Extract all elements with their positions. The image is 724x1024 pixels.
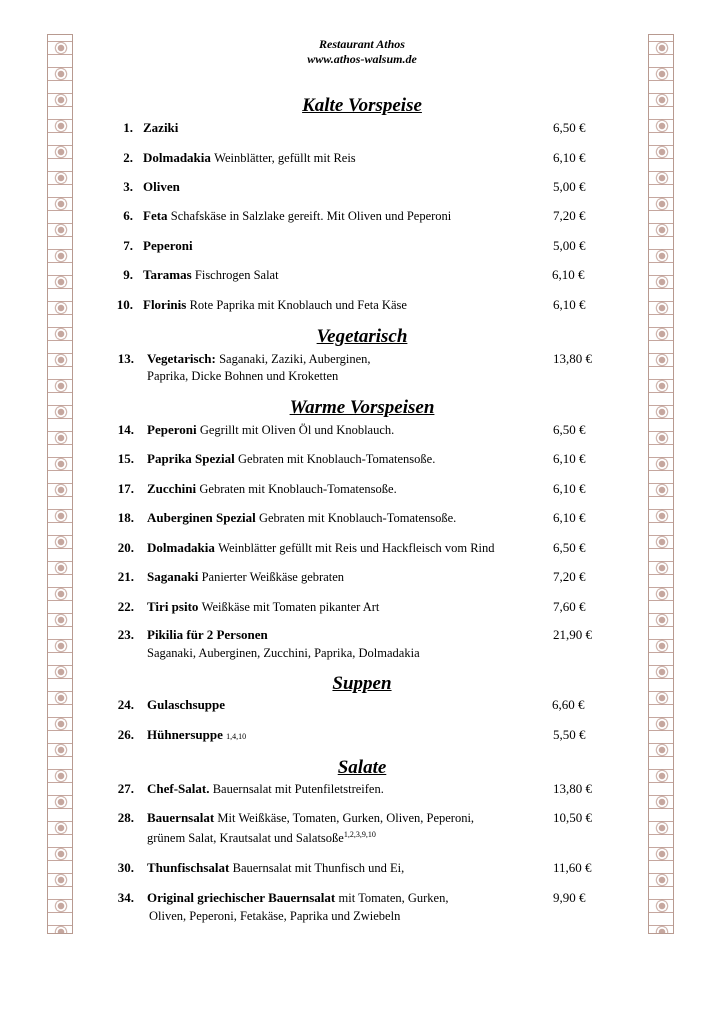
section-title-suppen: Suppen [332, 673, 392, 694]
right-ornamental-border [648, 34, 674, 934]
website: www.athos-walsum.de [307, 52, 417, 66]
menu-header [0, 37, 724, 67]
section-title-warme: Warme Vorspeisen [289, 397, 435, 418]
restaurant-name: Restaurant Athos [319, 37, 405, 51]
section-title-vegetarisch: Vegetarisch [316, 326, 408, 347]
section-title-salate: Salate [337, 757, 387, 778]
left-ornamental-border [47, 34, 73, 934]
section-title-kalte: Kalte Vorspeise [302, 95, 422, 116]
